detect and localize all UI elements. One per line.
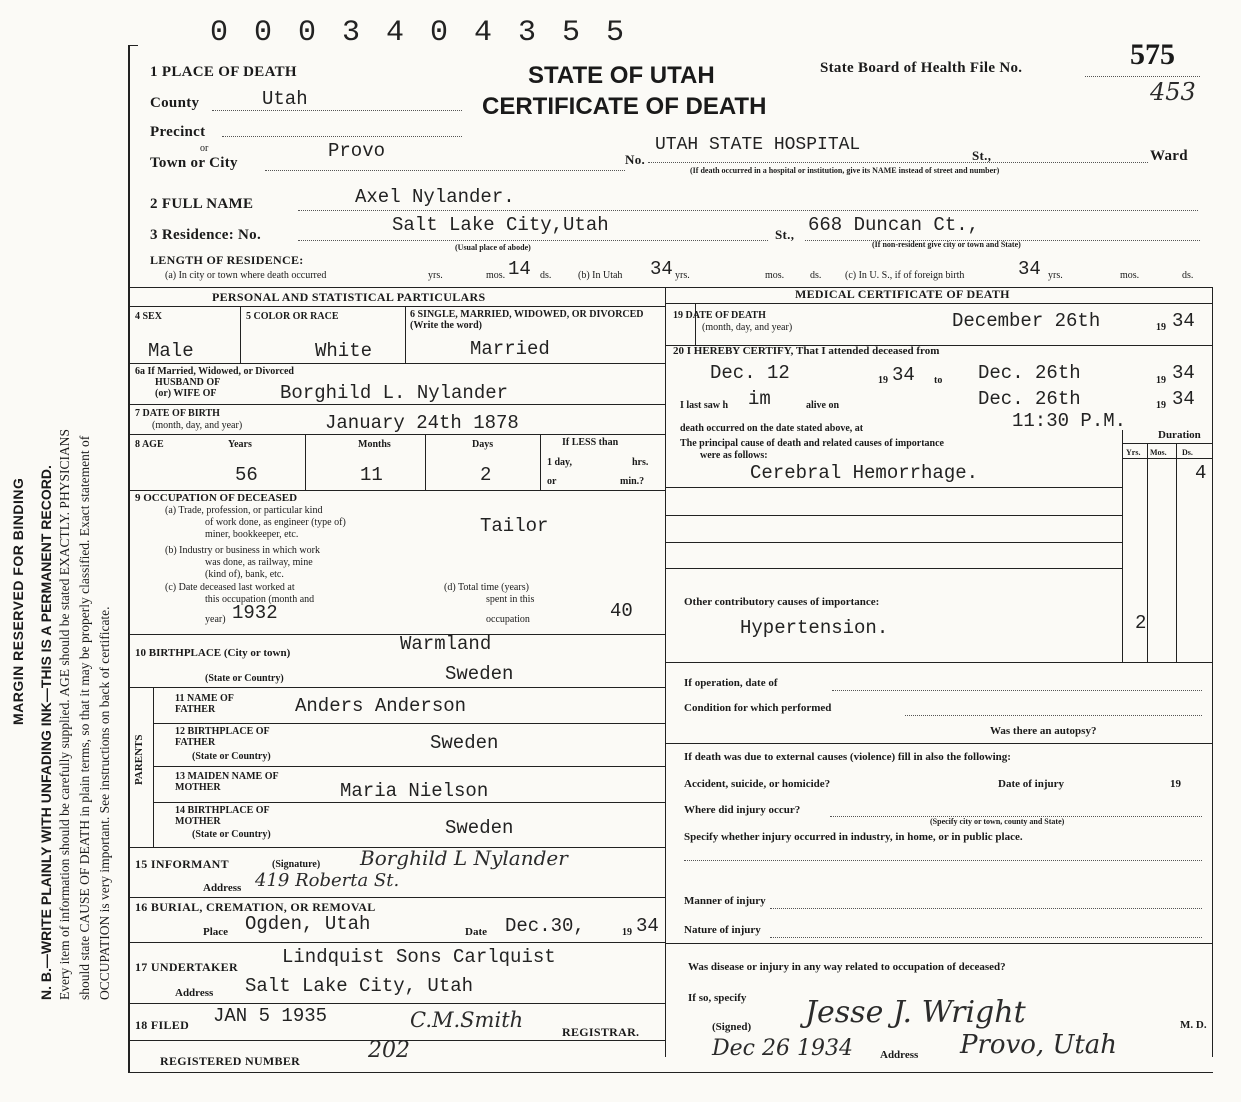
spouse-label-3: (or) WIFE OF — [155, 388, 217, 399]
dod-19: 19 — [1156, 322, 1166, 333]
length-city-mos-label: mos. — [486, 270, 506, 281]
state-title: STATE OF UTAH — [528, 62, 715, 89]
margin-instruction-2: should state CAUSE OF DEATH in plain terms, so that it may be properly classified. Exact statement of — [77, 435, 92, 1000]
residence-label: 3 Residence: No. — [150, 227, 262, 243]
margin-instruction-1: Every item of information should be carefully supplied. AGE should be stated EXACTLY. PHYSICIANS — [57, 429, 72, 1000]
last-19: 19 — [1156, 400, 1166, 411]
place-of-death-label: 1 PLACE OF DEATH — [150, 64, 297, 80]
duration-label: Duration — [1158, 429, 1201, 441]
nature-label: Nature of injury — [684, 924, 761, 936]
min-label: min.? — [620, 476, 645, 487]
margin-permanent-note: N. B.—WRITE PLAINLY WITH UNFADING INK—THIS IS A PERMANENT RECORD. — [38, 465, 54, 1000]
last-saw-date: Dec. 26th — [978, 388, 1081, 410]
burial-label: 16 BURIAL, CREMATION, OR REMOVAL — [135, 900, 376, 914]
marital-value: Married — [470, 338, 550, 360]
dob-value: January 24th 1878 — [325, 412, 519, 434]
physician-signature: Jesse J. Wright — [805, 995, 1026, 1030]
birthplace-country: Sweden — [445, 663, 514, 685]
age-days-label: Days — [472, 439, 494, 450]
dob-sub-label: (month, day, and year) — [152, 420, 243, 431]
burial-year: 34 — [636, 915, 659, 937]
mother-birthplace-value: Sweden — [445, 817, 514, 839]
length-us-yrs: 34 — [1018, 258, 1041, 280]
undertaker-address: Salt Lake City, Utah — [245, 975, 474, 997]
birthplace-city: Warmland — [400, 633, 492, 655]
full-name-value: Axel Nylander. — [355, 186, 515, 208]
mother-bp-state-label: (State or Country) — [192, 829, 271, 840]
age-label: 8 AGE — [135, 439, 164, 450]
operation-label: If operation, date of — [684, 677, 778, 689]
spouse-label-1: 6a If Married, Widowed, or Divorced — [135, 366, 294, 377]
length-utah-ds: ds. — [810, 270, 822, 281]
occupation-d-3: occupation — [486, 614, 530, 625]
less-than-label: If LESS than — [562, 437, 619, 448]
physician-address-label: Address — [880, 1049, 919, 1061]
last-saw-label: I last saw h — [680, 400, 729, 411]
occupation-d-1: (d) Total time (years) — [444, 582, 529, 593]
death-occurred-label: death occurred on the date stated above, at — [680, 423, 864, 434]
duration-mos: Mos. — [1150, 448, 1167, 457]
county-value: Utah — [262, 88, 308, 110]
age-months-label: Months — [358, 439, 391, 450]
where-injury-sub: (Specify city or town, county and State) — [930, 817, 1065, 826]
autopsy-label: Was there an autopsy? — [990, 725, 1097, 737]
other-duration-months: 2 — [1135, 612, 1147, 634]
undertaker-address-label: Address — [175, 987, 214, 999]
last-worked-value: 1932 — [232, 602, 278, 624]
father-bp-state-label: (State or Country) — [192, 751, 271, 762]
residence-city: Salt Lake City,Utah — [392, 214, 609, 236]
dod-sub: (month, day, and year) — [702, 322, 793, 333]
father-birthplace-value: Sweden — [430, 732, 499, 754]
occupation-a-3: miner, bookkeeper, etc. — [205, 529, 299, 540]
dod-year: 34 — [1172, 310, 1195, 332]
birthplace-state-label: (State or Country) — [205, 673, 284, 684]
last-year: 34 — [1172, 388, 1195, 410]
length-utah-yrs: 34 — [650, 258, 673, 280]
from-19: 19 — [878, 375, 888, 386]
spouse-value: Borghild L. Nylander — [280, 382, 509, 404]
burial-date-label: Date — [465, 926, 487, 938]
filed-label: 18 FILED — [135, 1018, 190, 1032]
occupation-b-2: was done, as railway, mine — [205, 557, 313, 568]
marital-label: 6 SINGLE, MARRIED, WIDOWED, OR DIVORCED (Write the word) — [410, 309, 644, 331]
registrar-label: REGISTRAR. — [562, 1025, 640, 1039]
file-no-label: State Board of Health File No. — [820, 60, 1023, 76]
length-us-label: (c) In U. S., if of foreign birth — [845, 270, 965, 281]
length-utah-label: (b) In Utah — [578, 270, 623, 281]
occupation-c-3: year) — [205, 614, 226, 625]
no-label: No. — [625, 152, 646, 167]
occupation-b-3: (kind of), bank, etc. — [205, 569, 284, 580]
manner-label: Manner of injury — [684, 895, 766, 907]
precinct-label: Precinct — [150, 124, 206, 140]
length-city-mos: 14 — [508, 258, 531, 280]
length-city-ds: ds. — [540, 270, 552, 281]
parents-label: PARENTS — [133, 734, 145, 785]
related-occupation-label: Was disease or injury in any way related to occupation of deceased? — [688, 961, 1006, 973]
mother-label: 13 MAIDEN NAME OF MOTHER — [175, 771, 279, 793]
town-label: Town or City — [150, 155, 238, 171]
external-causes-label: If death was due to external causes (violence) fill in also the following: — [684, 751, 1011, 763]
burial-place-label: Place — [203, 926, 229, 938]
undertaker-value: Lindquist Sons Carlquist — [282, 946, 556, 968]
informant-address: 419 Roberta St. — [255, 870, 400, 891]
physician-address: Provo, Utah — [960, 1030, 1118, 1060]
color-label: 5 COLOR OR RACE — [246, 311, 339, 322]
certificate-title: CERTIFICATE OF DEATH — [482, 93, 767, 120]
or-min-label: or — [547, 476, 557, 487]
mother-birthplace-label: 14 BIRTHPLACE OF MOTHER — [175, 805, 270, 827]
registrar-signature: C.M.Smith — [410, 1008, 524, 1032]
age-months-value: 11 — [360, 464, 383, 486]
ward-label: Ward — [1150, 148, 1188, 164]
occupation-c-1: (c) Date deceased last worked at — [165, 582, 295, 593]
spouse-label-2: HUSBAND OF — [155, 377, 221, 388]
death-time: 11:30 P.M. — [1012, 410, 1127, 432]
mother-value: Maria Nielson — [340, 780, 489, 802]
file-number-handwritten: 453 — [1150, 78, 1196, 106]
occupation-a-1: (a) Trade, profession, or particular kind — [165, 505, 323, 516]
dob-label: 7 DATE OF BIRTH — [135, 408, 220, 419]
duration-ds: Ds. — [1182, 448, 1193, 457]
informant-address-label: Address — [203, 882, 242, 894]
injury-19: 19 — [1170, 778, 1181, 790]
other-causes-label: Other contributory causes of importance: — [684, 596, 880, 608]
from-year: 34 — [892, 364, 915, 386]
length-city-label: (a) In city or town where death occurred — [165, 270, 327, 281]
medical-heading: MEDICAL CERTIFICATE OF DEATH — [795, 287, 1010, 301]
burial-19: 19 — [622, 927, 632, 938]
informant-signature: Borghild L Nylander — [360, 846, 568, 870]
certify-label: 20 I HEREBY CERTIFY, That I attended deceased from — [673, 345, 940, 357]
to-19: 19 — [1156, 375, 1166, 386]
dod-value: December 26th — [952, 310, 1101, 332]
occupation-d-2: spent in this — [486, 594, 535, 605]
sex-value: Male — [148, 340, 194, 362]
principal-cause-label-2: were as follows: — [700, 450, 768, 461]
last-saw-label-2: alive on — [806, 400, 840, 411]
personal-heading: PERSONAL AND STATISTICAL PARTICULARS — [212, 290, 486, 304]
length-city-yrs: yrs. — [428, 270, 443, 281]
attended-from: Dec. 12 — [710, 362, 790, 384]
town-value: Provo — [328, 140, 386, 162]
hrs-label: hrs. — [632, 457, 649, 468]
cause-of-death: Cerebral Hemorrhage. — [750, 462, 979, 484]
non-resident-note: (If non-resident give city or town and State) — [872, 240, 1021, 249]
center-divider — [665, 287, 666, 1057]
length-us-yrs-label: yrs. — [1048, 270, 1063, 281]
age-years-label: Years — [228, 439, 252, 450]
occupation-a-2: of work done, as engineer (type of) — [205, 517, 346, 528]
physician-signed-date: Dec 26 1934 — [712, 1036, 853, 1061]
one-day-label: 1 day, — [547, 457, 573, 468]
age-days-value: 2 — [480, 464, 492, 486]
if-so-label: If so, specify — [688, 992, 747, 1004]
institution-note: (If death occurred in a hospital or institution, give its NAME instead of street and number) — [690, 166, 1000, 175]
or-label: or — [200, 143, 209, 154]
st-label: St., — [972, 148, 992, 163]
other-causes-value: Hypertension. — [740, 617, 889, 639]
informant-label: 15 INFORMANT — [135, 857, 229, 871]
father-birthplace-label: 12 BIRTHPLACE OF FATHER — [175, 726, 270, 748]
duration-yrs: Yrs. — [1126, 448, 1141, 457]
length-us-mos-label: mos. — [1120, 270, 1140, 281]
institution-value: UTAH STATE HOSPITAL — [655, 135, 861, 155]
to-year: 34 — [1172, 362, 1195, 384]
length-us-ds: ds. — [1182, 270, 1194, 281]
birthplace-label: 10 BIRTHPLACE (City or town) — [135, 647, 291, 659]
dod-label: 19 DATE OF DEATH — [673, 310, 766, 321]
principal-cause-label: The principal cause of death and related causes of importance — [680, 438, 944, 449]
attended-to: Dec. 26th — [978, 362, 1081, 384]
md-label: M. D. — [1180, 1019, 1207, 1031]
age-years-value: 56 — [235, 464, 258, 486]
serial-number: 0 0 0 3 4 0 4 3 5 5 — [210, 16, 629, 50]
file-number: 575 — [1130, 38, 1175, 71]
father-value: Anders Anderson — [295, 695, 467, 717]
burial-date-value: Dec.30, — [505, 915, 585, 937]
signed-label: (Signed) — [712, 1021, 752, 1033]
length-of-residence-label: LENGTH OF RESIDENCE: — [150, 253, 304, 267]
color-value: White — [315, 340, 373, 362]
sex-label: 4 SEX — [135, 311, 162, 322]
full-name-label: 2 FULL NAME — [150, 196, 254, 212]
occupation-label: 9 OCCUPATION OF DECEASED — [135, 492, 298, 504]
injury-date-label: Date of injury — [998, 778, 1064, 790]
where-injury-label: Where did injury occur? — [684, 804, 801, 816]
accident-label: Accident, suicide, or homicide? — [684, 778, 831, 790]
registered-number-value: 202 — [368, 1038, 410, 1063]
total-time-value: 40 — [610, 600, 633, 622]
father-label: 11 NAME OF FATHER — [175, 693, 234, 715]
last-saw-him: im — [748, 388, 771, 410]
residence-street: 668 Duncan Ct., — [808, 214, 980, 236]
residence-st-label: St., — [775, 227, 795, 242]
burial-place-value: Ogden, Utah — [245, 913, 371, 935]
length-utah-yrs-label: yrs. — [675, 270, 690, 281]
specify-label: Specify whether injury occurred in industry, in home, or in public place. — [684, 831, 1023, 843]
margin-instruction-3: OCCUPATION is very important. See instructions on back of certificate. — [97, 606, 112, 1000]
cause-duration-days: 4 — [1195, 462, 1207, 484]
county-label: County — [150, 95, 200, 111]
registered-number-label: REGISTERED NUMBER — [160, 1054, 301, 1068]
undertaker-label: 17 UNDERTAKER — [135, 960, 238, 974]
occupation-b-1: (b) Industry or business in which work — [165, 545, 320, 556]
left-border — [128, 45, 130, 1073]
occupation-c-2: this occupation (month and — [205, 594, 315, 605]
filed-value: JAN 5 1935 — [213, 1005, 328, 1027]
margin-binding-note: MARGIN RESERVED FOR BINDING — [10, 477, 26, 725]
to-label: to — [934, 375, 943, 386]
length-utah-mos-label: mos. — [765, 270, 785, 281]
signature-label: (Signature) — [272, 859, 321, 870]
top-border — [128, 45, 138, 46]
occupation-value: Tailor — [480, 515, 549, 537]
usual-abode-note: (Usual place of abode) — [455, 243, 531, 252]
condition-label: Condition for which performed — [684, 702, 832, 714]
